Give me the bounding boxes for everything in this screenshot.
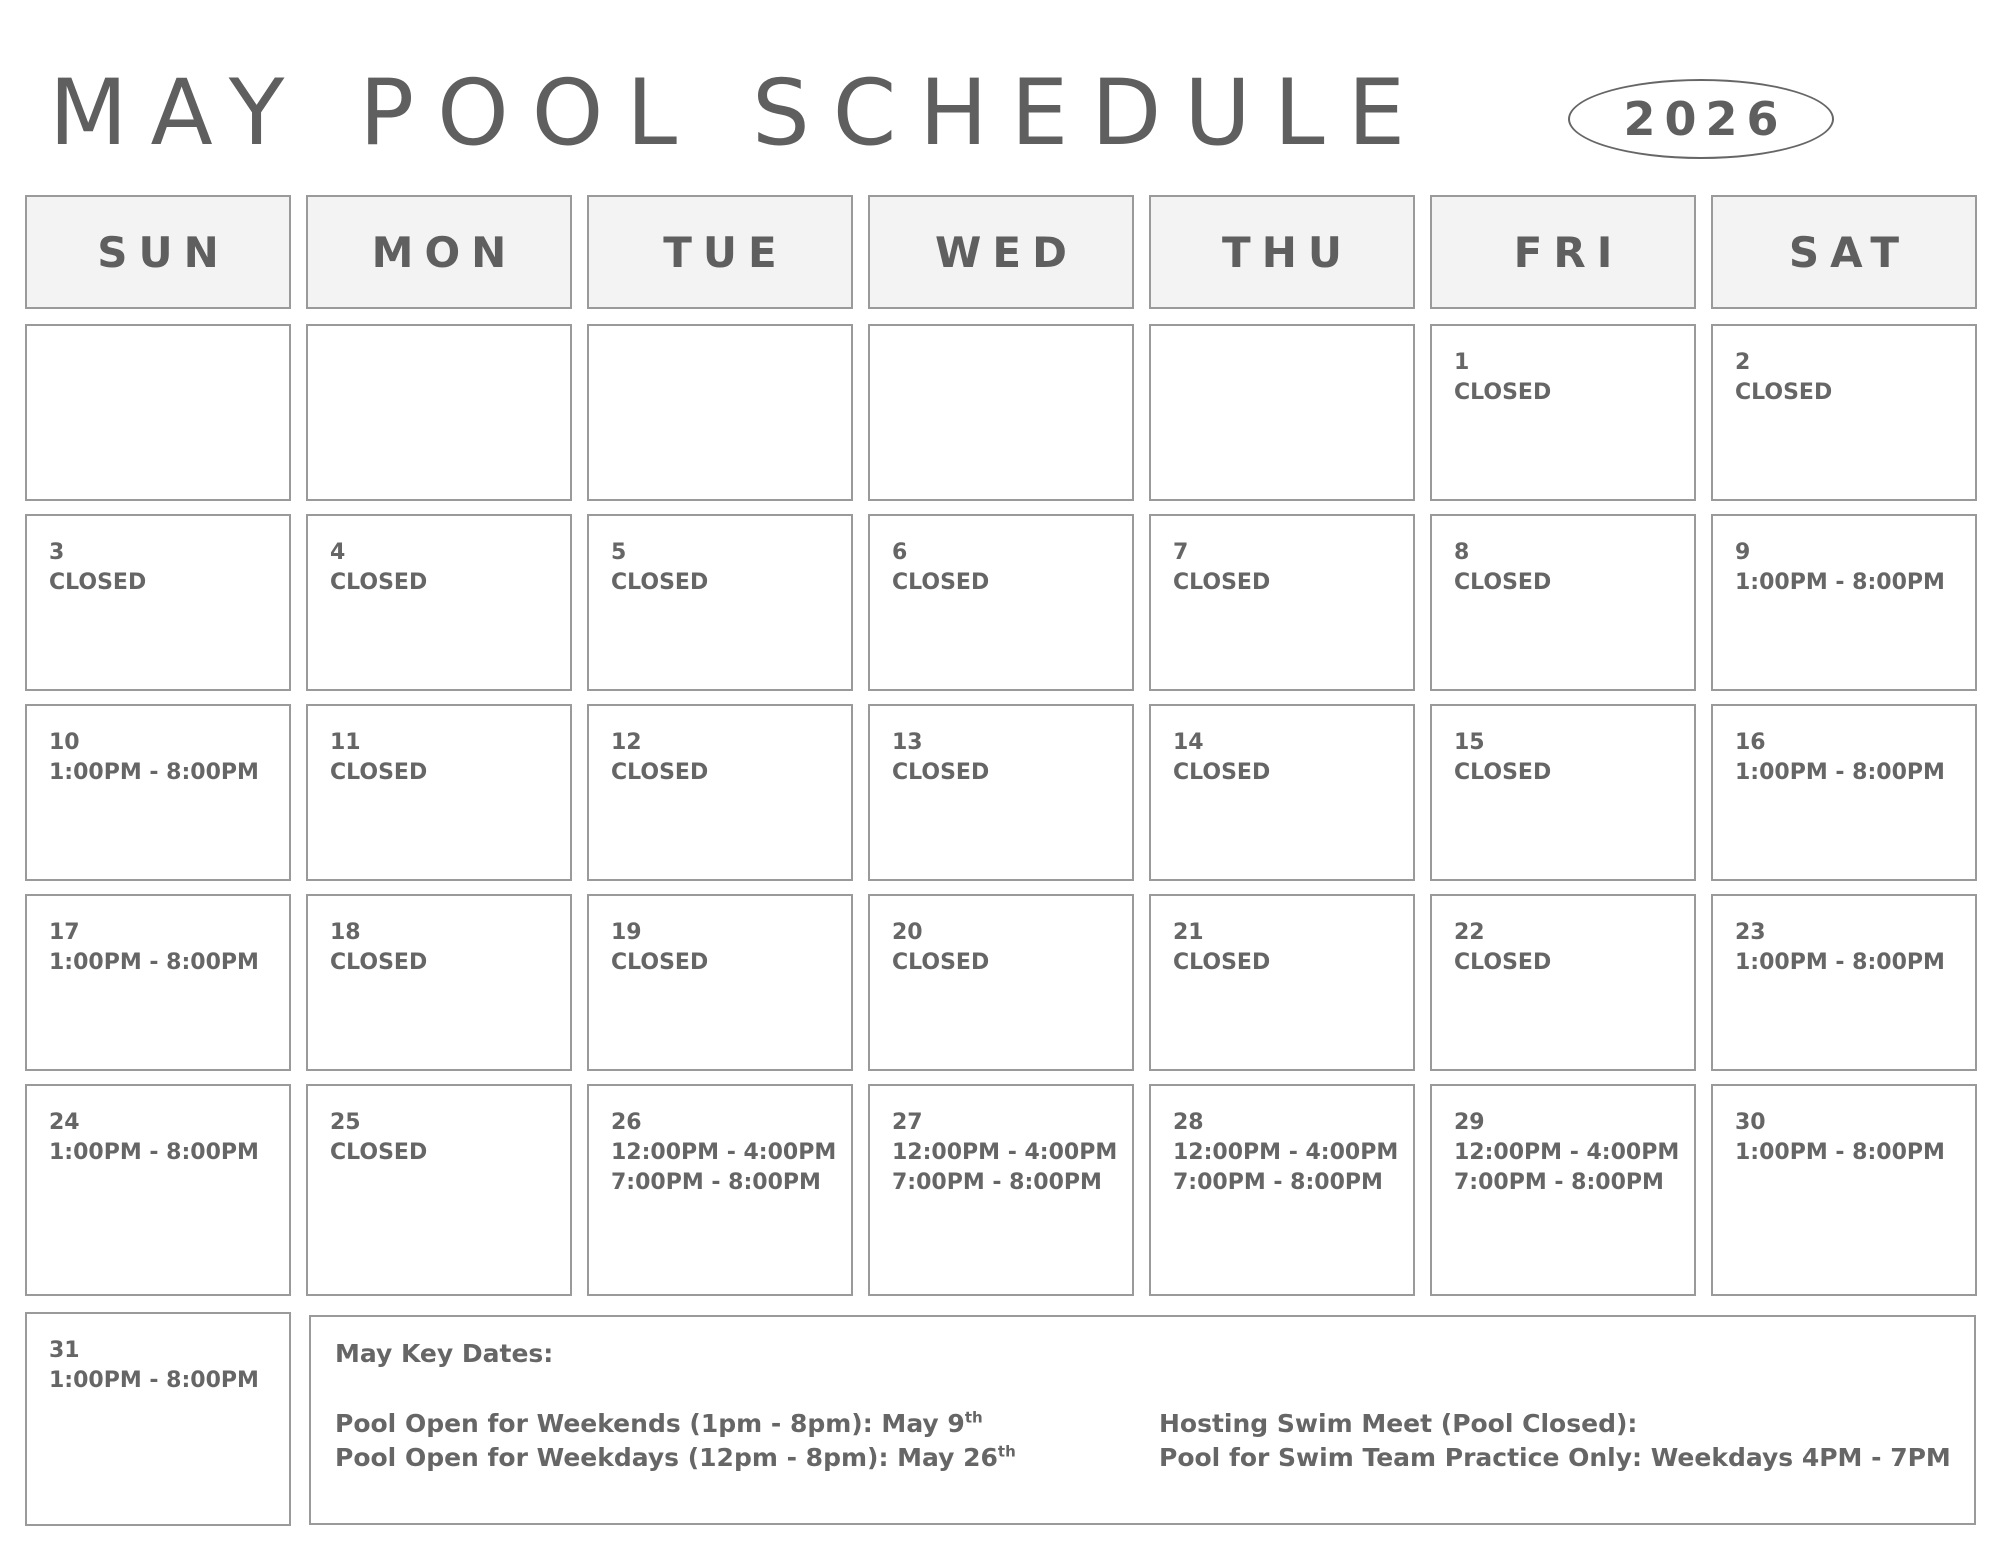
day-number: 13	[892, 730, 923, 755]
day-cell-29	[1430, 1084, 1696, 1296]
day-cell-7	[1149, 514, 1415, 691]
day-hours: CLOSED	[1173, 570, 1271, 595]
weekday-header-mon	[306, 195, 572, 309]
day-cell-25	[306, 1084, 572, 1296]
day-cell-9	[1711, 514, 1977, 691]
day-number: 21	[1173, 920, 1204, 945]
weekday-label: TUE	[663, 227, 788, 277]
weekday-header-fri	[1430, 195, 1696, 309]
day-hours: CLOSED	[1454, 380, 1552, 405]
day-hours: CLOSED	[1735, 380, 1833, 405]
day-cell-4	[306, 514, 572, 691]
empty-day-cell	[1149, 324, 1415, 501]
key-date-text: Pool Open for Weekdays (12pm - 8pm): May 26	[335, 1443, 998, 1472]
key-dates-panel	[309, 1315, 1976, 1525]
day-cell-14	[1149, 704, 1415, 881]
ordinal-suffix: th	[997, 1442, 1016, 1461]
day-number: 14	[1173, 730, 1204, 755]
day-hours: CLOSED	[1454, 760, 1552, 785]
day-number: 10	[49, 730, 80, 755]
day-number: 27	[892, 1110, 923, 1135]
key-dates-right-column	[1159, 1407, 1951, 1475]
day-number: 17	[49, 920, 80, 945]
day-cell-17	[25, 894, 291, 1071]
day-number: 29	[1454, 1110, 1485, 1135]
weekday-header-sun	[25, 195, 291, 309]
key-date-text: Hosting Swim Meet (Pool Closed):	[1159, 1409, 1638, 1438]
day-hours: 1:00PM - 8:00PM	[49, 1140, 259, 1165]
day-hours: 12:00PM - 4:00PM	[1454, 1140, 1680, 1165]
day-cell-6	[868, 514, 1134, 691]
weekday-header-thu	[1149, 195, 1415, 309]
day-cell-12	[587, 704, 853, 881]
day-number: 31	[49, 1338, 80, 1363]
day-cell-22	[1430, 894, 1696, 1071]
day-number: 12	[611, 730, 642, 755]
day-cell-21	[1149, 894, 1415, 1071]
key-date-line	[1159, 1407, 1951, 1441]
day-cell-28	[1149, 1084, 1415, 1296]
day-hours: CLOSED	[1173, 760, 1271, 785]
day-hours: CLOSED	[330, 570, 428, 595]
weekday-label: THU	[1222, 227, 1353, 277]
day-cell-30	[1711, 1084, 1977, 1296]
day-cell-11	[306, 704, 572, 881]
day-cell-13	[868, 704, 1134, 881]
day-hours: 7:00PM - 8:00PM	[1173, 1170, 1383, 1195]
key-date-line	[335, 1407, 1016, 1441]
empty-day-cell	[25, 324, 291, 501]
year-label: 2026	[1623, 92, 1788, 146]
day-number: 15	[1454, 730, 1485, 755]
day-number: 11	[330, 730, 361, 755]
key-dates-title: May Key Dates:	[335, 1339, 554, 1368]
day-hours: 12:00PM - 4:00PM	[892, 1140, 1118, 1165]
day-number: 18	[330, 920, 361, 945]
weekday-label: SUN	[97, 227, 230, 277]
day-number: 25	[330, 1110, 361, 1135]
day-cell-1	[1430, 324, 1696, 501]
weekday-header-tue	[587, 195, 853, 309]
empty-day-cell	[306, 324, 572, 501]
day-cell-5	[587, 514, 853, 691]
day-hours: 12:00PM - 4:00PM	[611, 1140, 837, 1165]
day-hours: CLOSED	[330, 950, 428, 975]
day-hours: CLOSED	[1454, 950, 1552, 975]
day-hours: 1:00PM - 8:00PM	[1735, 950, 1945, 975]
day-cell-16	[1711, 704, 1977, 881]
day-number: 5	[611, 540, 627, 565]
day-cell-10	[25, 704, 291, 881]
day-hours: 7:00PM - 8:00PM	[611, 1170, 821, 1195]
day-number: 30	[1735, 1110, 1766, 1135]
key-date-text: Pool Open for Weekends (1pm - 8pm): May 9	[335, 1409, 965, 1438]
day-number: 2	[1735, 350, 1751, 375]
day-number: 24	[49, 1110, 80, 1135]
day-hours: CLOSED	[1454, 570, 1552, 595]
weekday-label: WED	[935, 227, 1078, 277]
day-cell-2	[1711, 324, 1977, 501]
day-hours: CLOSED	[611, 950, 709, 975]
day-hours: 1:00PM - 8:00PM	[49, 950, 259, 975]
day-number: 3	[49, 540, 65, 565]
day-cell-24	[25, 1084, 291, 1296]
day-number: 26	[611, 1110, 642, 1135]
day-cell-23	[1711, 894, 1977, 1071]
day-number: 8	[1454, 540, 1470, 565]
day-hours: CLOSED	[611, 570, 709, 595]
day-cell-8	[1430, 514, 1696, 691]
day-number: 22	[1454, 920, 1485, 945]
day-hours: 1:00PM - 8:00PM	[1735, 1140, 1945, 1165]
day-hours: CLOSED	[892, 570, 990, 595]
weekday-label: FRI	[1513, 227, 1624, 277]
day-number: 28	[1173, 1110, 1204, 1135]
day-number: 19	[611, 920, 642, 945]
day-cell-31	[25, 1312, 291, 1526]
page-title: MAY POOL SCHEDULE	[49, 61, 1429, 166]
day-cell-26	[587, 1084, 853, 1296]
empty-day-cell	[587, 324, 853, 501]
key-date-line	[1159, 1441, 1951, 1475]
day-hours: CLOSED	[892, 950, 990, 975]
day-number: 9	[1735, 540, 1751, 565]
day-hours: 1:00PM - 8:00PM	[1735, 570, 1945, 595]
day-number: 23	[1735, 920, 1766, 945]
day-hours: 12:00PM - 4:00PM	[1173, 1140, 1399, 1165]
key-date-text: Pool for Swim Team Practice Only: Weekdays 4PM - 7PM	[1159, 1443, 1951, 1472]
day-number: 7	[1173, 540, 1189, 565]
key-dates-left-column	[335, 1407, 1016, 1475]
day-hours: 7:00PM - 8:00PM	[1454, 1170, 1664, 1195]
empty-day-cell	[868, 324, 1134, 501]
day-number: 6	[892, 540, 908, 565]
day-hours: 1:00PM - 8:00PM	[1735, 760, 1945, 785]
day-hours: CLOSED	[1173, 950, 1271, 975]
day-number: 20	[892, 920, 923, 945]
day-hours: 7:00PM - 8:00PM	[892, 1170, 1102, 1195]
weekday-header-wed	[868, 195, 1134, 309]
day-cell-3	[25, 514, 291, 691]
day-hours: CLOSED	[892, 760, 990, 785]
day-hours: CLOSED	[611, 760, 709, 785]
weekday-label: SAT	[1788, 227, 1911, 277]
day-cell-18	[306, 894, 572, 1071]
day-number: 1	[1454, 350, 1470, 375]
day-hours: CLOSED	[49, 570, 147, 595]
day-hours: CLOSED	[330, 760, 428, 785]
day-cell-19	[587, 894, 853, 1071]
day-cell-15	[1430, 704, 1696, 881]
day-number: 16	[1735, 730, 1766, 755]
weekday-label: MON	[371, 227, 518, 277]
key-date-line	[335, 1441, 1016, 1475]
day-cell-27	[868, 1084, 1134, 1296]
day-hours: CLOSED	[330, 1140, 428, 1165]
day-hours: 1:00PM - 8:00PM	[49, 1368, 259, 1393]
year-badge	[1568, 79, 1834, 159]
day-number: 4	[330, 540, 346, 565]
day-cell-20	[868, 894, 1134, 1071]
day-hours: 1:00PM - 8:00PM	[49, 760, 259, 785]
weekday-header-sat	[1711, 195, 1977, 309]
ordinal-suffix: th	[964, 1408, 983, 1427]
